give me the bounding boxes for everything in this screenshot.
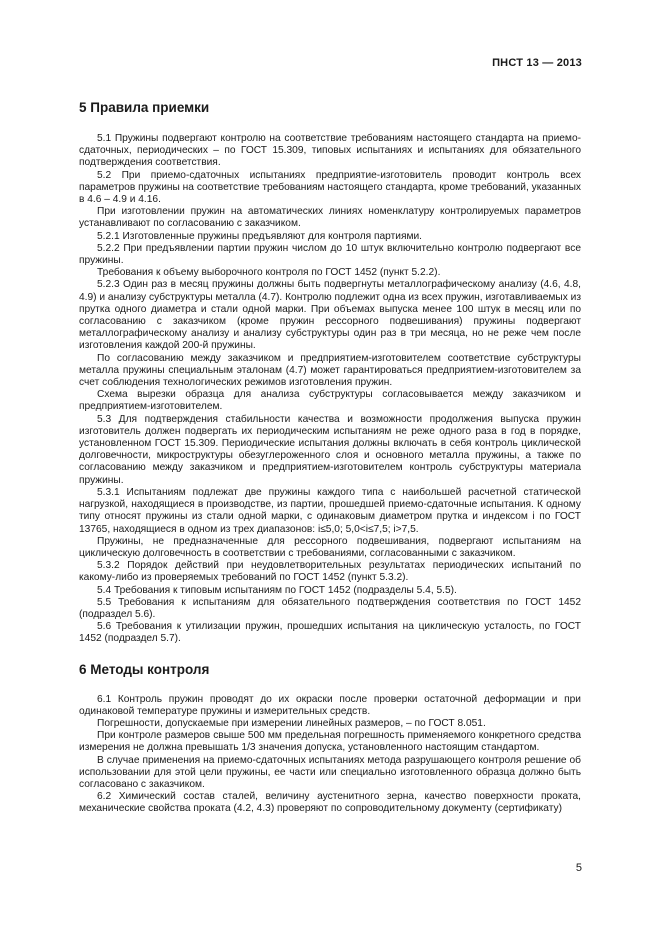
paragraph: Погрешности, допускаемые при измерении линейных размеров, – по ГОСТ 8.051.	[97, 717, 486, 729]
page-content	[79, 100, 581, 816]
paragraph: 5.5 Требования к испытаниям для обязательного подтверждения соответствия по ГОСТ 1452 (подраздел 5.6).	[79, 596, 581, 620]
section-5-body	[79, 133, 581, 646]
paragraph: 5.3.1 Испытаниям подлежат две пружины каждого типа с наибольшей расчетной статической нагрузкой, находящиеся в производстве, из партии, прошедшей приемо-сдаточные испытания. К одному типу относят пружины из стали одной марки, с одинаковым диаметром прутка и индексом i по ГОСТ 13765, находящиеся в одном из трех диапазонов: i≤5,0; 5,0<i≤7,5; i>7,5.	[79, 486, 581, 535]
paragraph: В случае применения на приемо-сдаточных испытаниях метода разрушающего контроля решение об использовании для этой цели пружины, ее части или специально изготовленного образца должно быть согласовано с заказчиком.	[79, 754, 581, 790]
paragraph: Пружины, не предназначенные для рессорного подвешивания, подвергают испытаниям на циклическую долговечность в соответствии с требованиями, согласованными с заказчиком.	[79, 535, 581, 559]
paragraph: По согласованию между заказчиком и предприятием-изготовителем соответствие субструктуры металла пружины специальным эталонам (4.7) может гарантироваться предприятием-изготовителем за счет соблюдения технологических режимов изготовления пружин.	[79, 352, 581, 389]
paragraph: 5.2.2 При предъявлении партии пружин числом до 10 штук включительно контролю подвергают все пружины.	[79, 242, 581, 267]
paragraph: 6.2 Химический состав сталей, величину аустенитного зерна, качество поверхности проката, механические свойства проката (4.2, 4.3) проверяют по сопроводительному документу (сертификату)	[79, 791, 581, 815]
section-6-body	[79, 694, 581, 816]
paragraph: При изготовлении пружин на автоматических линиях номенклатуру контролируемых параметров устанавливают по согласованию с заказчиком.	[79, 206, 581, 230]
paragraph: 5.1 Пружины подвергают контролю на соответствие требованиям настоящего стандарта на приемо-сдаточных, периодических – по ГОСТ 15.309, типовых испытаниях и испытаниях для обязательного подтверждения соответствия.	[79, 133, 581, 169]
paragraph: 5.6 Требования к утилизации пружин, прошедших испытания на циклическую усталость, по ГОСТ 1452 (подраздел 5.7).	[79, 621, 581, 645]
paragraph: 5.3 Для подтверждения стабильности качества и возможности продолжения выпуска пружин изготовитель должен подвергать их периодическим испытаниям не реже одного раза в год в порядке, установленном ГОСТ 15.309. Периодические испытания должны включать в себя контроль циклической долговечности, микроструктуры обезуглероженного слоя и основного металла пружины, а также по согласованию между заказчиком и предприятием-изготовителем контроль субструктуры материала пружины.	[79, 413, 581, 486]
paragraph: Схема вырезки образца для анализа субструктуры согласовывается между заказчиком и предприятием-изготовителем.	[79, 389, 581, 413]
section-6-heading: 6 Методы контроля	[79, 661, 210, 677]
page-number: 5	[575, 862, 582, 874]
paragraph: 5.2 При приемо-сдаточных испытаниях предприятие-изготовитель проводит контроль всех параметров пружины на соответствие требованиям настоящего стандарта, кроме требований, указанных в 4.6 – 4.9 и 4.16.	[79, 169, 581, 206]
section-5-heading: 5 Правила приемки	[79, 100, 210, 115]
paragraph: При контроле размеров свыше 500 мм предельная погрешность применяемого конкретного средства измерения не должна превышать 1/3 значения допуска, установленного настоящим стандартом.	[79, 730, 581, 754]
paragraph: 5.3.2 Порядок действий при неудовлетворительных результатах периодических испытаний по какому-либо из проверяемых требований по ГОСТ 1452 (пункт 5.3.2).	[79, 560, 581, 584]
paragraph: 5.2.3 Один раз в месяц пружины должны быть подвергнуты металлографическому анализу (4.6, 4.8, 4.9) и анализу субструктуры металла (4.7). Контролю подлежит одна из всех пружин, изготавливаемых из прутка одного диаметра и стали одной марки. При объемах выпуска менее 100 штук в месяц или по согласованию с заказчиком (кроме пружин рессорного подвешивания) пружины подвергают металлографическому анализу и анализу субструктуры один раз в три месяца, но не реже чем после изготовления каждой 200-й пружины.	[79, 279, 582, 352]
paragraph: 5.4 Требования к типовым испытаниям по ГОСТ 1452 (подразделы 5.4, 5.5).	[97, 584, 457, 596]
document-designation: ПНСТ 13 — 2013	[492, 57, 582, 69]
paragraph: Требования к объему выборочного контроля по ГОСТ 1452 (пункт 5.2.2).	[97, 267, 441, 279]
paragraph: 6.1 Контроль пружин проводят до их окраски после проверки остаточной деформации и при одинаковой температуре пружины и измерительных средств.	[79, 693, 581, 717]
paragraph: 5.2.1 Изготовленные пружины предъявляют для контроля партиями.	[97, 230, 423, 242]
